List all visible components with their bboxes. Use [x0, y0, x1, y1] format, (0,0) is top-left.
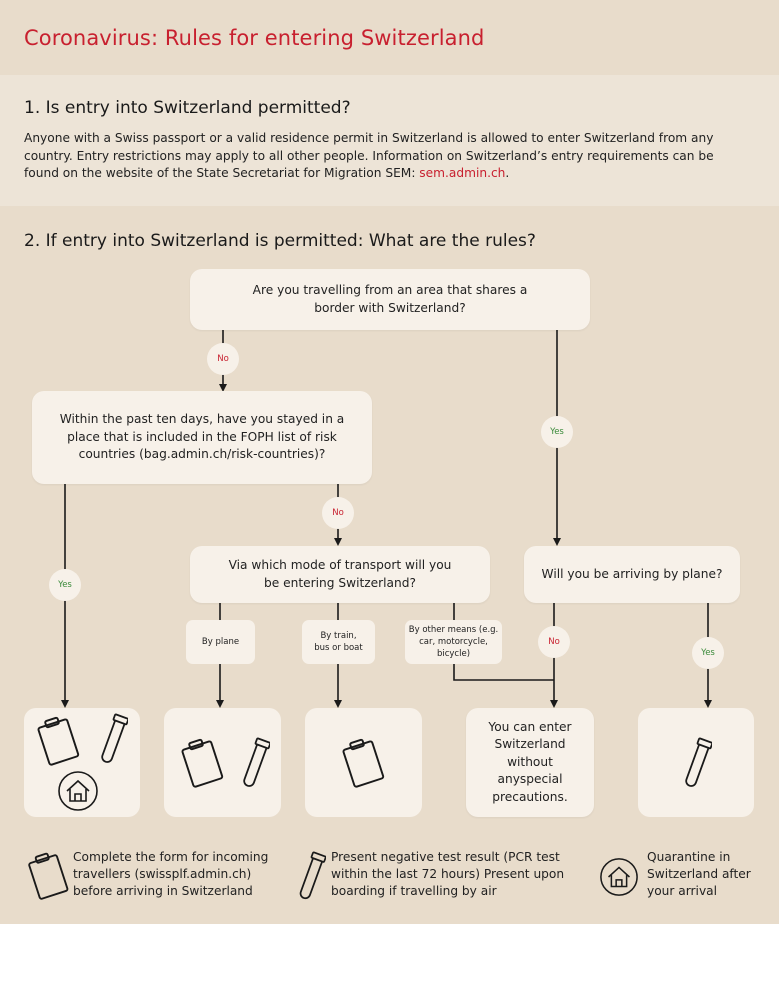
question-border-area	[190, 269, 590, 330]
result-plane	[164, 708, 281, 817]
house-icon	[599, 857, 639, 897]
sem-link[interactable]: sem.admin.ch	[419, 166, 506, 180]
label-by-plane-text: By plane	[201, 637, 240, 647]
clipboard-icon	[26, 850, 70, 902]
label-by-other	[405, 620, 502, 664]
label-by-train-text: By train, bus or boat	[314, 631, 363, 653]
question-risk-countries	[32, 391, 372, 484]
result-train	[305, 708, 422, 817]
label-by-plane	[186, 620, 255, 664]
page-title: Coronavirus: Rules for entering Switzerland	[24, 26, 485, 50]
section-1-body: Anyone with a Swiss passport or a valid residence permit in Switzerland is allowed to enter Switzerland from any country. Entry restrictions may apply to all other people. Information on Switzerland’s entry requirements can be found on the website of the State Secretariat for Migration SEM:	[24, 131, 714, 180]
question-transport-mode	[190, 546, 490, 603]
yes-badge-q4: Yes	[692, 637, 724, 669]
question-plane	[524, 546, 740, 603]
result-plane-no-risk	[638, 708, 754, 817]
result-no-precautions-text: You can enter Switzerland without anyspecial precautions.	[488, 719, 572, 804]
legend-form-text: Complete the form for incoming travellers (swissplf.admin.ch) before arriving in Switzerland	[73, 850, 269, 898]
clipboard-icon	[341, 736, 385, 790]
question-border-area-text: Are you travelling from an area that shares a border with Switzerland?	[252, 283, 528, 315]
test-tube-icon	[682, 736, 712, 794]
section-1-heading: 1. Is entry into Switzerland permitted?	[24, 98, 351, 118]
clipboard-icon	[36, 714, 80, 768]
clipboard-icon	[180, 736, 224, 790]
legend-quarantine-text: Quarantine in Switzerland after your arrival	[647, 850, 751, 898]
label-by-train	[302, 620, 375, 664]
question-plane-text: Will you be arriving by plane?	[541, 566, 723, 581]
test-tube-icon	[240, 736, 270, 794]
result-risk	[24, 708, 140, 817]
label-by-other-text: By other means (e.g. car, motorcycle, bicycle)	[408, 625, 499, 659]
no-badge-q1: No	[207, 343, 239, 375]
result-no-precautions	[466, 708, 594, 817]
question-risk-countries-text: Within the past ten days, have you stayed in a place that is included in the FOPH list of risk countries (bag.admin.ch/risk-countries)?	[59, 412, 345, 462]
legend-test-text: Present negative test result (PCR test within the last 72 hours) Present upon boarding if travelling by air	[331, 850, 565, 898]
yes-badge-q1: Yes	[541, 416, 573, 448]
no-badge-q2: No	[322, 497, 354, 529]
no-badge-q4: No	[538, 626, 570, 658]
section-2-heading: 2. If entry into Switzerland is permitted: What are the rules?	[24, 231, 536, 251]
section-1-after-link: .	[505, 166, 510, 180]
test-tube-icon	[296, 850, 326, 906]
house-icon	[57, 770, 99, 812]
test-tube-icon	[98, 712, 128, 770]
yes-badge-q2: Yes	[49, 569, 81, 601]
question-transport-mode-text: Via which mode of transport will you be entering Switzerland?	[228, 558, 452, 590]
